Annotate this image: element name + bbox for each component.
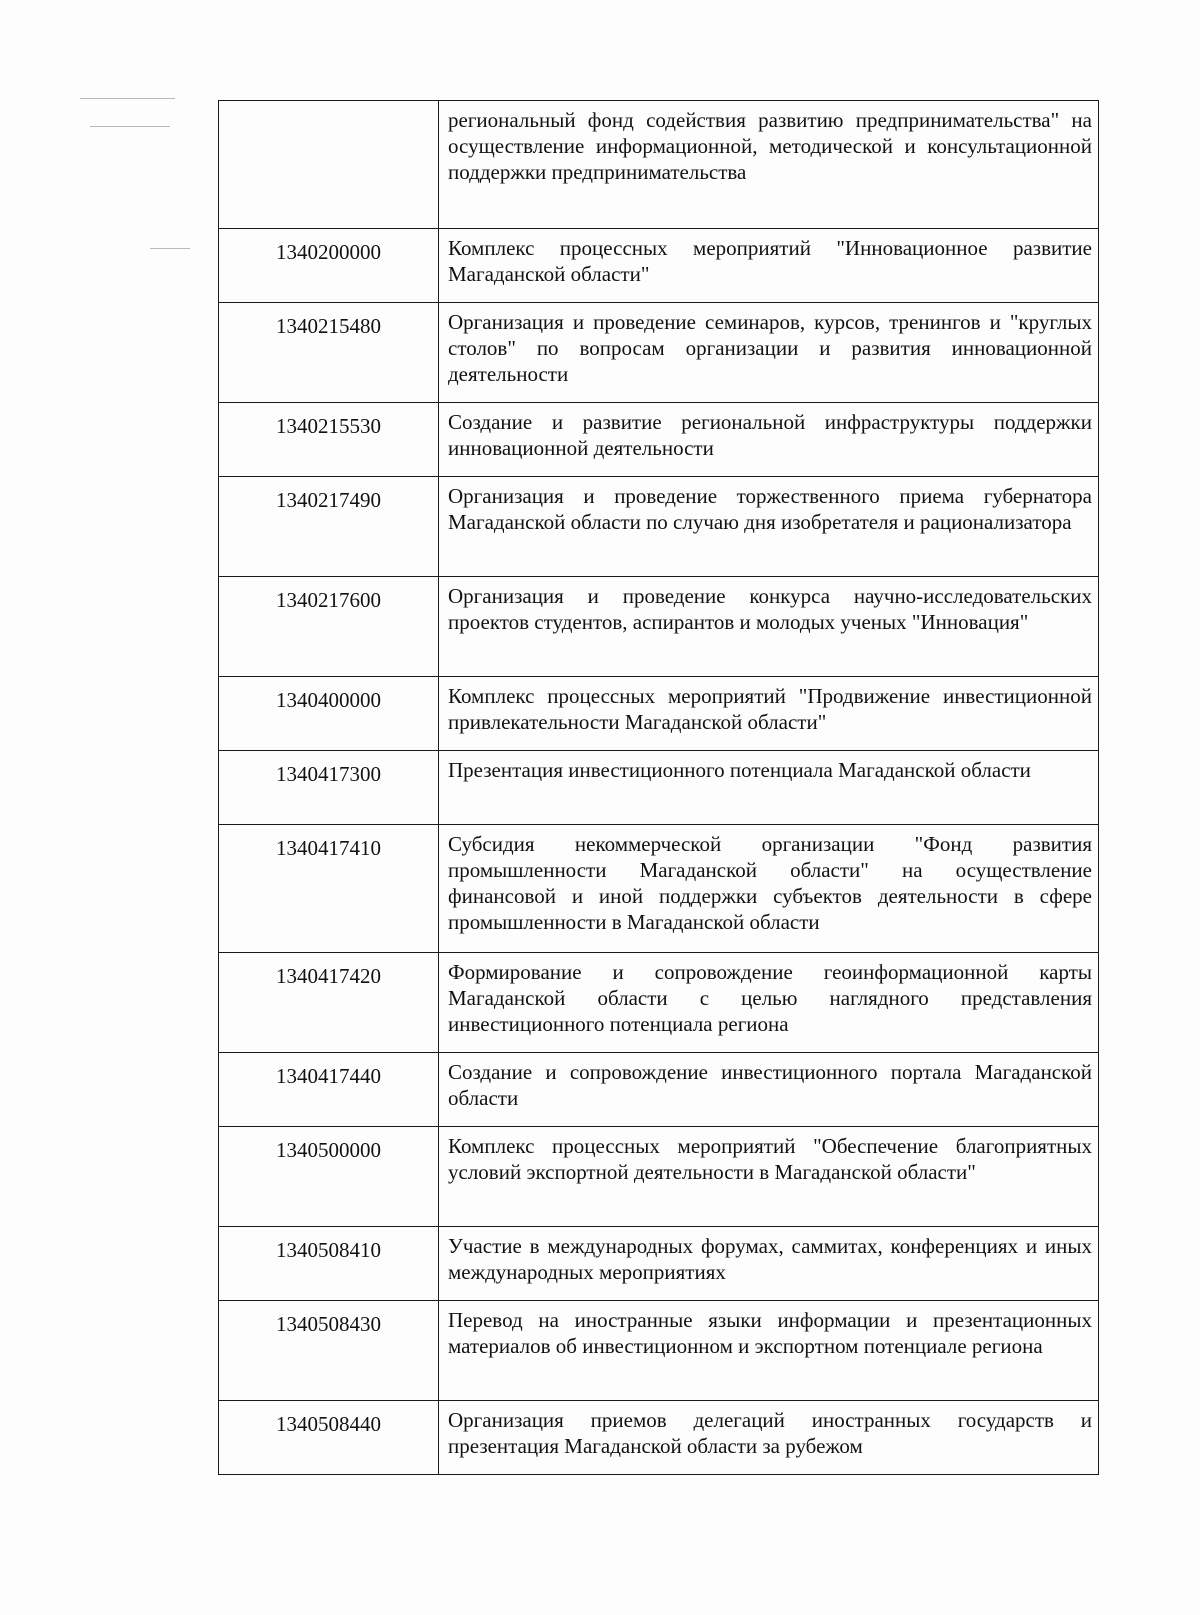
row-description-cell: Организация приемов делегаций иностранных государств и презентация Магаданской области за рубежом: [439, 1401, 1099, 1475]
table-row: [219, 751, 1099, 825]
row-code-cell: 1340508440: [219, 1401, 439, 1475]
row-description-cell: Формирование и сопровождение геоинформационной карты Магаданской области с целью наглядного представления инвестиционного потенциала региона: [439, 953, 1099, 1053]
row-description-cell: Создание и сопровождение инвестиционного портала Магаданской области: [439, 1053, 1099, 1127]
row-code-cell: 1340417420: [219, 953, 439, 1053]
row-description-cell: Комплекс процессных мероприятий "Продвижение инвестиционной привлекательности Магаданской области": [439, 677, 1099, 751]
row-description-cell: Организация и проведение семинаров, курсов, тренингов и "круглых столов" по вопросам организации и развития инновационной деятельности: [439, 303, 1099, 403]
row-code-cell: 1340217490: [219, 477, 439, 577]
row-description-cell: Презентация инвестиционного потенциала Магаданской области: [439, 751, 1099, 825]
budget-codes-table: [218, 100, 1099, 1475]
table-row: [219, 953, 1099, 1053]
row-code-cell: 1340215480: [219, 303, 439, 403]
row-code-cell: 1340500000: [219, 1127, 439, 1227]
scan-noise-mark: [80, 98, 175, 99]
table-row: [219, 229, 1099, 303]
row-description-cell: Перевод на иностранные языки информации и презентационных материалов об инвестиционном и экспортном потенциале региона: [439, 1301, 1099, 1401]
row-code-cell: 1340200000: [219, 229, 439, 303]
table-row: [219, 1053, 1099, 1127]
row-code-cell: 1340215530: [219, 403, 439, 477]
row-code-cell: 1340400000: [219, 677, 439, 751]
scan-noise-mark: [150, 248, 190, 249]
row-description-cell: Комплекс процессных мероприятий "Обеспечение благоприятных условий экспортной деятельности в Магаданской области": [439, 1127, 1099, 1227]
table-row: [219, 1401, 1099, 1475]
table-row: [219, 477, 1099, 577]
table-row: [219, 1301, 1099, 1401]
row-code-cell: [219, 101, 439, 229]
row-code-cell: 1340508410: [219, 1227, 439, 1301]
row-description-cell: Организация и проведение торжественного приема губернатора Магаданской области по случаю дня изобретателя и рационализатора: [439, 477, 1099, 577]
table-row: [219, 677, 1099, 751]
row-code-cell: 1340217600: [219, 577, 439, 677]
table-row: [219, 1127, 1099, 1227]
row-code-cell: 1340417440: [219, 1053, 439, 1127]
table-row: [219, 577, 1099, 677]
scan-noise-mark: [90, 126, 170, 127]
row-description-cell: Субсидия некоммерческой организации "Фонд развития промышленности Магаданской области" на осуществление финансовой и иной поддержки субъектов деятельности в сфере промышленности в Магаданской области: [439, 825, 1099, 953]
row-code-cell: 1340508430: [219, 1301, 439, 1401]
row-code-cell: 1340417300: [219, 751, 439, 825]
table-row: [219, 101, 1099, 229]
row-description-cell: Комплекс процессных мероприятий "Инновационное развитие Магаданской области": [439, 229, 1099, 303]
table-row: [219, 303, 1099, 403]
table-row: [219, 825, 1099, 953]
row-code-cell: 1340417410: [219, 825, 439, 953]
table-row: [219, 403, 1099, 477]
row-description-cell: Создание и развитие региональной инфраструктуры поддержки инновационной деятельности: [439, 403, 1099, 477]
table-row: [219, 1227, 1099, 1301]
row-description-cell: Организация и проведение конкурса научно-исследовательских проектов студентов, аспирантов и молодых ученых "Инновация": [439, 577, 1099, 677]
row-description-cell: Участие в международных форумах, саммитах, конференциях и иных международных мероприятиях: [439, 1227, 1099, 1301]
row-description-cell: региональный фонд содействия развитию предпринимательства" на осуществление информационной, методической и консультационной поддержки предпринимательства: [439, 101, 1099, 229]
